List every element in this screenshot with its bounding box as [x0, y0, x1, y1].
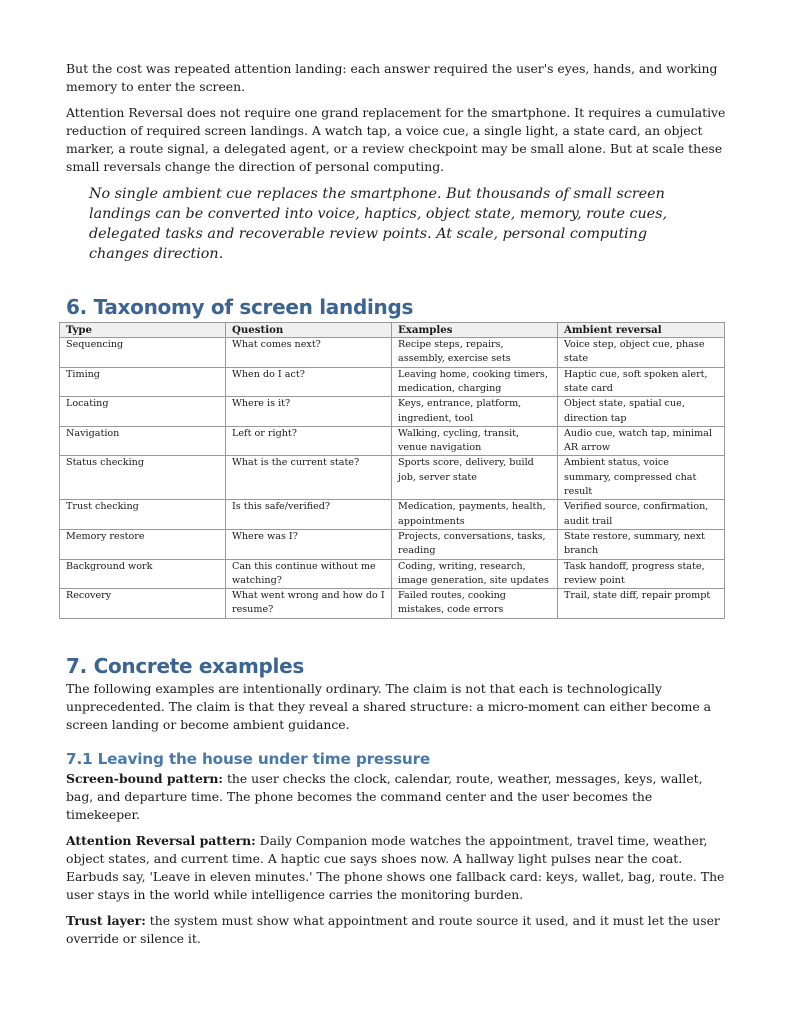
- table-cell: Locating: [60, 397, 226, 427]
- screen-bound-label: Screen-bound pattern:: [66, 770, 223, 786]
- table-cell: Background work: [60, 559, 226, 589]
- table-cell: Object state, spatial cue, direction tap: [558, 397, 725, 427]
- table-row: [60, 456, 725, 500]
- table-row: [60, 426, 725, 456]
- table-cell: Left or right?: [226, 426, 392, 456]
- trust-label: Trust layer:: [66, 912, 146, 928]
- intro-paragraph-1: But the cost was repeated attention landing: each answer required the user's eyes, hands, and working memory to enter the screen.: [66, 61, 718, 95]
- table-cell: Where was I?: [226, 529, 392, 559]
- section-6-heading: 6. Taxonomy of screen landings: [66, 294, 414, 319]
- table-cell: What is the current state?: [226, 456, 392, 500]
- table-header-cell: Question: [226, 322, 392, 337]
- table-row: [60, 529, 725, 559]
- table-cell: Navigation: [60, 426, 226, 456]
- section-7-heading: 7. Concrete examples: [66, 653, 304, 678]
- table-row: [60, 367, 725, 397]
- table-cell: Where is it?: [226, 397, 392, 427]
- table-cell: Sequencing: [60, 338, 226, 368]
- screen-bound-text: the user checks the clock, calendar, route, weather, messages, keys, wallet, bag, and departure time. The phone becomes the command center and the user becomes the timekeeper.: [66, 770, 703, 823]
- table-cell: Trust checking: [60, 500, 226, 530]
- table-header-row: [60, 322, 725, 337]
- table-cell: When do I act?: [226, 367, 392, 397]
- table-cell: What went wrong and how do I resume?: [226, 589, 392, 619]
- table-cell: Task handoff, progress state, review point: [558, 559, 725, 589]
- pull-quote: No single ambient cue replaces the smartphone. But thousands of small screen landings can be converted into voice, haptics, object state, memory, route cues, delegated tasks and recoverable review points. At scale, personal computing changes direction.: [89, 185, 668, 262]
- table-cell: Trail, state diff, repair prompt: [558, 589, 725, 619]
- table-cell: Timing: [60, 367, 226, 397]
- screen-bound-paragraph: [66, 770, 730, 825]
- table-row: [60, 589, 725, 619]
- table-cell: Keys, entrance, platform, ingredient, tool: [392, 397, 558, 427]
- table-cell: Haptic cue, soft spoken alert, state card: [558, 367, 725, 397]
- table-header-cell: Ambient reversal: [558, 322, 725, 337]
- table-row: [60, 559, 725, 589]
- document-page: [66, 60, 730, 955]
- table-header-cell: Type: [60, 322, 226, 337]
- table-cell: Verified source, confirmation, audit trail: [558, 500, 725, 530]
- subsection-7-1-heading: 7.1 Leaving the house under time pressure: [66, 749, 431, 768]
- table-cell: Failed routes, cooking mistakes, code errors: [392, 589, 558, 619]
- reversal-paragraph: [66, 832, 730, 905]
- table-cell: Leaving home, cooking timers, medication, charging: [392, 367, 558, 397]
- table-cell: Can this continue without me watching?: [226, 559, 392, 589]
- table-cell: Projects, conversations, tasks, reading: [392, 529, 558, 559]
- table-cell: Status checking: [60, 456, 226, 500]
- table-row: [60, 397, 725, 427]
- table-header-cell: Examples: [392, 322, 558, 337]
- intro-paragraph-2: Attention Reversal does not require one grand replacement for the smartphone. It requires a cumulative reduction of required screen landings. A watch tap, a voice cue, a single light, a state card, an object marker, a route signal, a delegated agent, or a review checkpoint may be small alone. But at scale these small reversals change the direction of personal computing.: [66, 104, 726, 175]
- table-cell: Memory restore: [60, 529, 226, 559]
- table-cell: Voice step, object cue, phase state: [558, 338, 725, 368]
- table-row: [60, 500, 725, 530]
- section-7-intro: The following examples are intentionally ordinary. The claim is not that each is technologically unprecedented. The claim is that they reveal a shared structure: a micro-moment can either become a screen landing or become ambient guidance.: [66, 680, 712, 733]
- table-cell: Audio cue, watch tap, minimal AR arrow: [558, 426, 725, 456]
- table-cell: What comes next?: [226, 338, 392, 368]
- trust-text: the system must show what appointment and route source it used, and it must let the user override or silence it.: [66, 912, 720, 946]
- taxonomy-table: [59, 322, 725, 619]
- reversal-label: Attention Reversal pattern:: [66, 832, 256, 848]
- table-cell: Coding, writing, research, image generation, site updates: [392, 559, 558, 589]
- table-cell: Sports score, delivery, build job, server state: [392, 456, 558, 500]
- table-row: [60, 338, 725, 368]
- table-cell: Ambient status, voice summary, compressed chat result: [558, 456, 725, 500]
- table-cell: Recovery: [60, 589, 226, 619]
- reversal-text: Daily Companion mode watches the appointment, travel time, weather, object states, and current time. A haptic cue says shoes now. A hallway light pulses near the coat. Earbuds say, 'Leave in eleven minutes.' The phone shows one fallback card: keys, wallet, bag, route. The user stays in the world while intelligence carries the monitoring burden.: [66, 832, 725, 903]
- trust-paragraph: [66, 912, 730, 949]
- table-cell: Recipe steps, repairs, assembly, exercise sets: [392, 338, 558, 368]
- table-cell: Medication, payments, health, appointments: [392, 500, 558, 530]
- table-cell: State restore, summary, next branch: [558, 529, 725, 559]
- table-cell: Walking, cycling, transit, venue navigation: [392, 426, 558, 456]
- table-cell: Is this safe/verified?: [226, 500, 392, 530]
